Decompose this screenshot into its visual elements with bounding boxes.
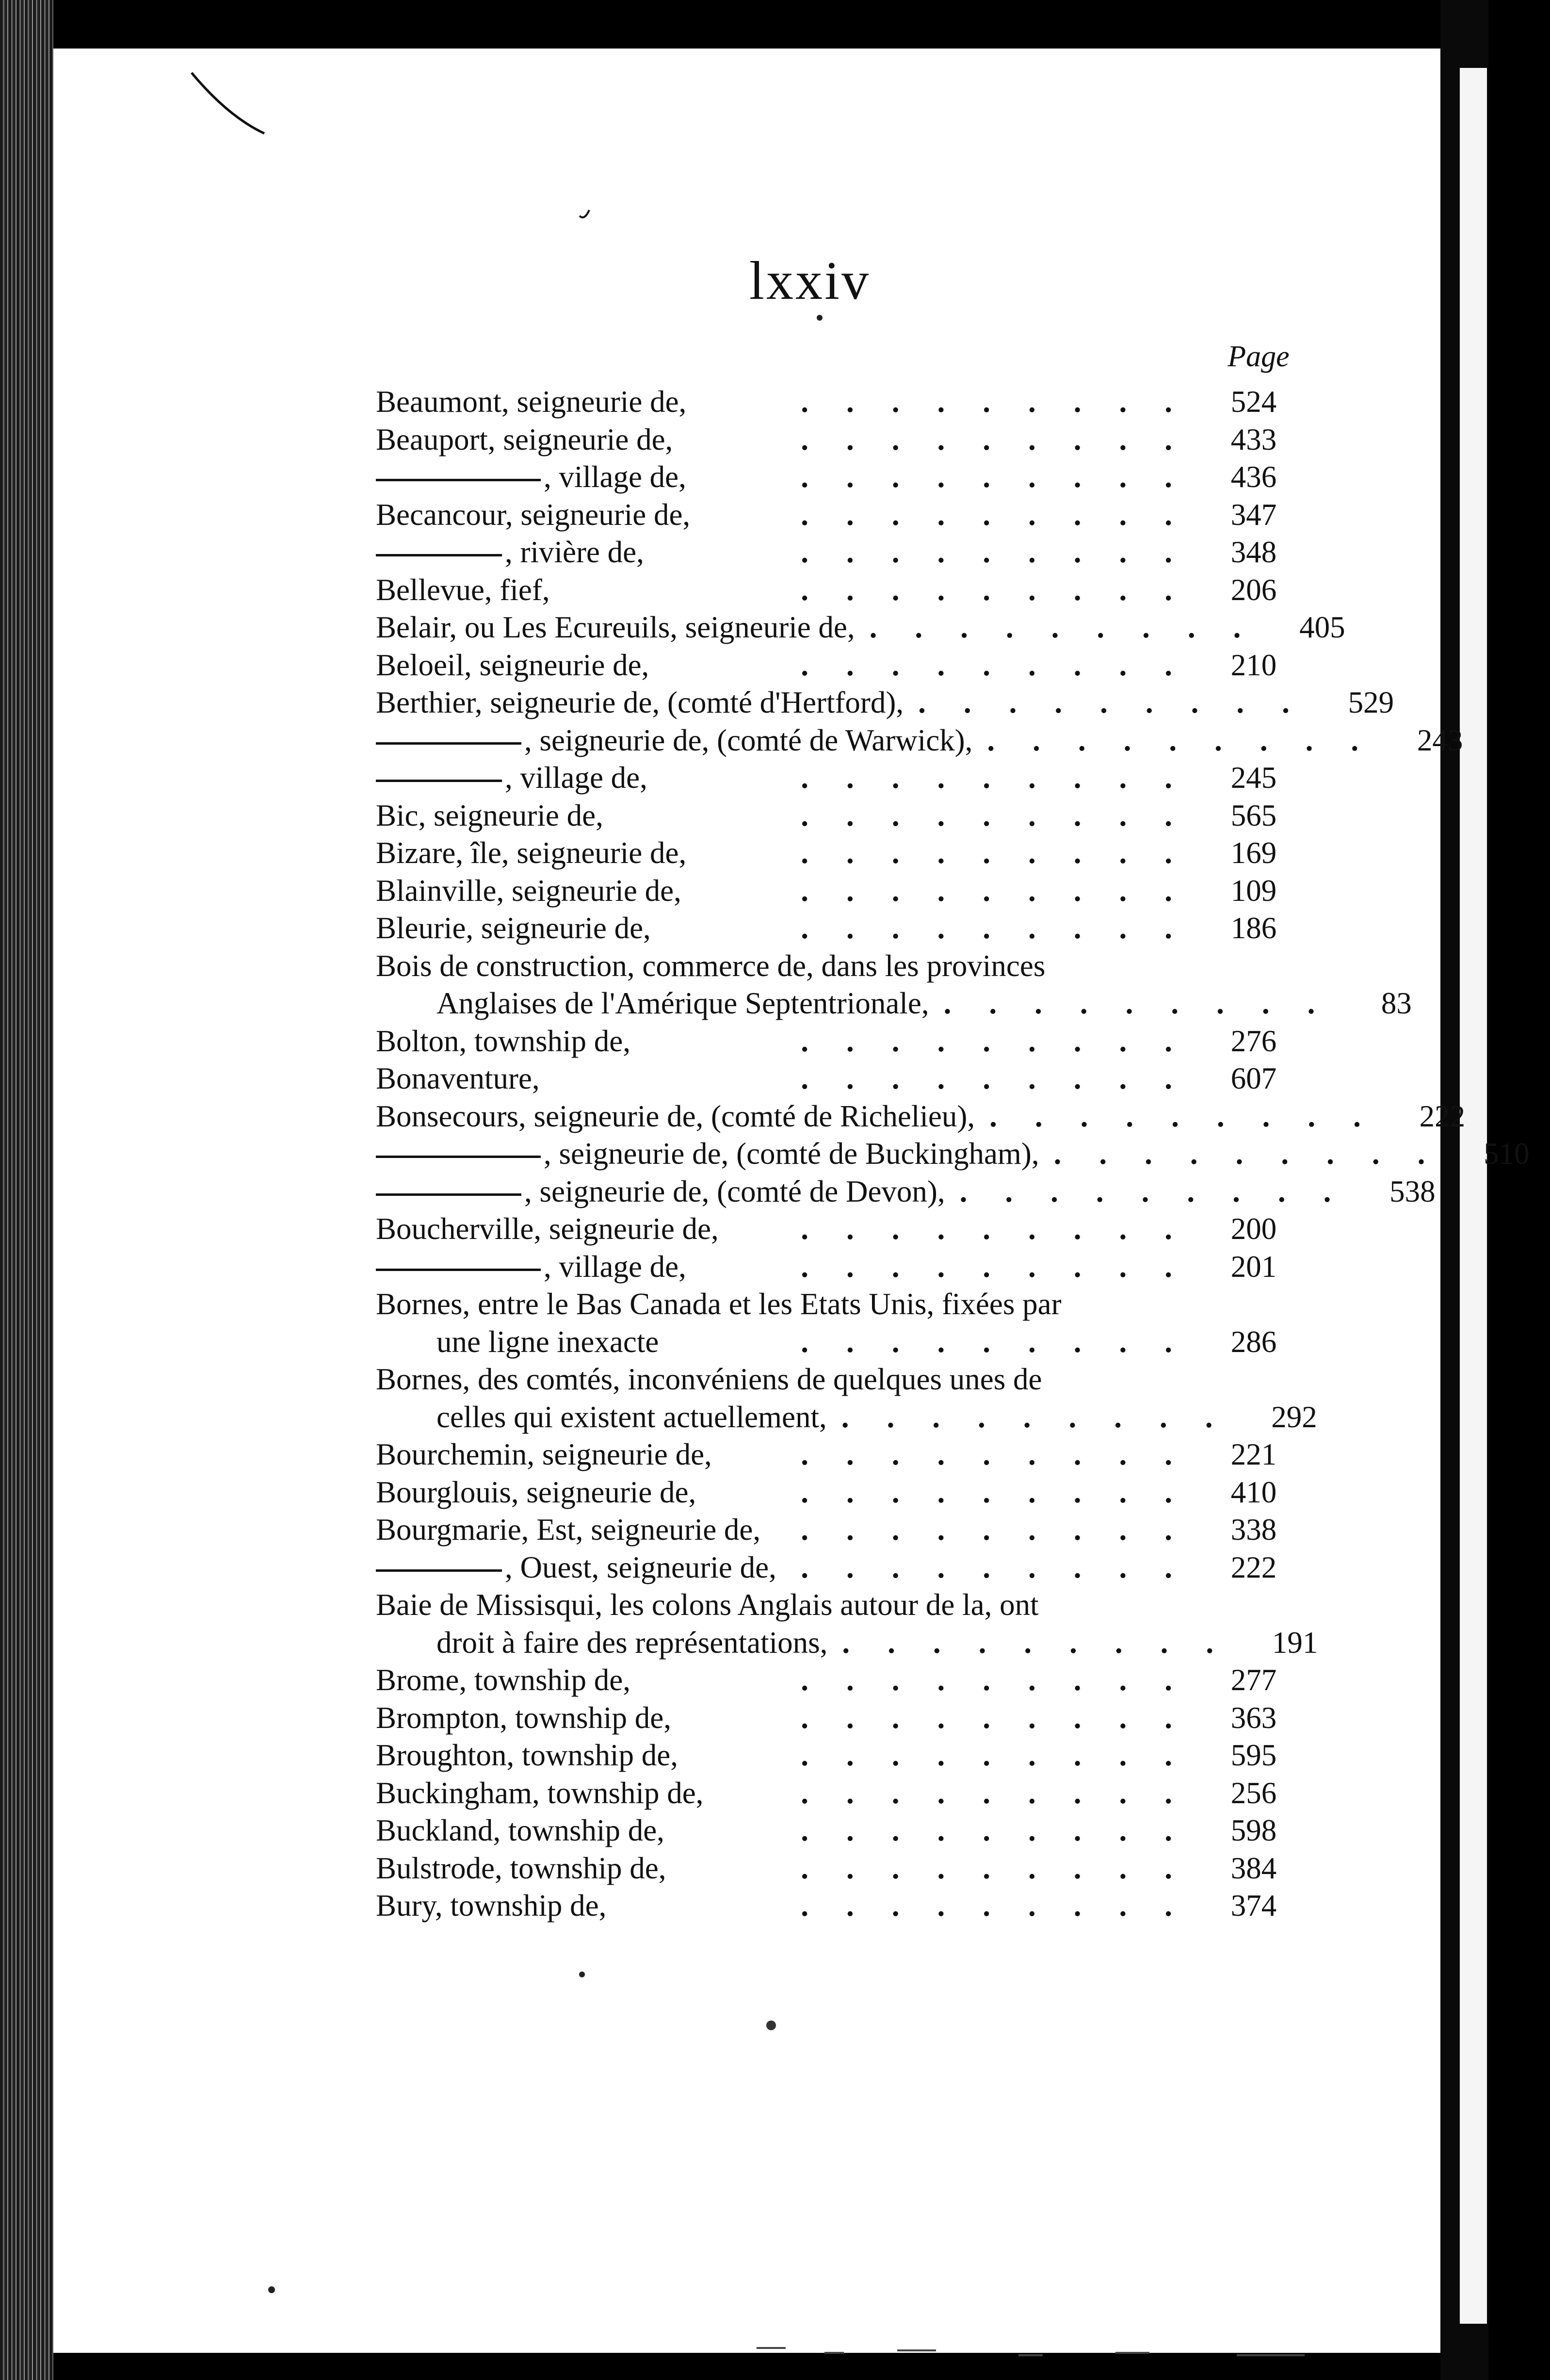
index-entry	[376, 1098, 1466, 1136]
entry-page-number: 243	[1417, 723, 1463, 757]
entry-text	[376, 1023, 630, 1060]
index-entry	[376, 722, 1463, 760]
entry-page-number: 276	[1230, 1024, 1277, 1058]
entry-text	[376, 1436, 712, 1474]
index-entry	[376, 797, 1297, 835]
page-header-numeral: lxxiv	[749, 251, 871, 311]
dot-leader: .........	[1053, 1137, 1463, 1171]
entry-text	[376, 609, 855, 647]
entry-label: Bourglouis, seigneurie de,	[376, 1475, 696, 1509]
entry-page-number: 595	[1230, 1738, 1277, 1772]
index-list	[376, 383, 1530, 1925]
index-entry	[376, 684, 1394, 722]
index-entry	[376, 1210, 1297, 1248]
entry-label: Bulstrode, township de,	[376, 1851, 666, 1885]
entry-label: Broughton, township de,	[376, 1738, 678, 1772]
dot-leader: .........	[801, 1813, 1210, 1847]
entry-text	[376, 1210, 719, 1248]
index-entry	[376, 1549, 1297, 1587]
dot-leader: .........	[801, 1700, 1210, 1735]
entry-page-number: 109	[1230, 873, 1277, 908]
ditto-dash	[376, 780, 502, 782]
entry-label: , village de,	[544, 1249, 686, 1284]
entry-label: Bolton, township de,	[376, 1024, 631, 1058]
index-entry	[376, 1060, 1297, 1098]
entry-text	[376, 1060, 540, 1098]
entry-text	[376, 872, 681, 910]
dot-leader: .........	[989, 1099, 1399, 1133]
dot-leader: .........	[801, 761, 1210, 795]
entry-page-number: 292	[1271, 1400, 1317, 1434]
entry-page-number: 524	[1230, 385, 1277, 419]
index-entry	[376, 1775, 1297, 1812]
dot-leader: .........	[943, 986, 1353, 1020]
entry-text	[376, 1812, 664, 1850]
index-entry	[376, 1323, 1297, 1361]
entry-text	[376, 684, 904, 722]
entry-page-number: 245	[1230, 761, 1277, 795]
dot-leader: .........	[801, 873, 1210, 908]
entry-label: , seigneurie de, (comté de Buckingham),	[544, 1137, 1039, 1171]
index-entry	[376, 1699, 1297, 1737]
entry-label: Bizare, île, seigneurie de,	[376, 836, 687, 870]
entry-label: , village de,	[505, 761, 647, 795]
index-entry	[376, 383, 1297, 421]
dot-leader: .........	[801, 1061, 1210, 1095]
dot-leader: .........	[801, 836, 1210, 870]
entry-text	[376, 421, 673, 459]
entry-page-number: 200	[1230, 1212, 1277, 1246]
entry-page-number: 186	[1230, 911, 1277, 945]
dot-leader: .........	[801, 385, 1210, 419]
entry-text	[376, 1775, 703, 1812]
entry-text	[376, 1286, 1062, 1323]
index-entry	[376, 1511, 1297, 1549]
entry-text	[376, 1737, 678, 1775]
index-entry	[376, 1662, 1297, 1699]
index-entry	[376, 1399, 1317, 1436]
entry-label: Anglaises de l'Amérique Septentrionale,	[436, 986, 929, 1020]
entry-text	[376, 722, 972, 760]
entry-page-number: 405	[1299, 610, 1345, 644]
entry-text	[376, 383, 686, 421]
entry-label: droit à faire des représentations,	[436, 1625, 828, 1660]
entry-label: Becancour, seigneurie de,	[376, 497, 691, 532]
dot-leader: .........	[842, 1625, 1252, 1660]
index-entry	[376, 1474, 1297, 1512]
ditto-dash	[376, 1193, 521, 1196]
index-entry	[376, 534, 1297, 571]
entry-text	[376, 834, 686, 872]
index-entry	[376, 834, 1297, 872]
dot-leader: .........	[918, 685, 1327, 719]
index-entry	[376, 985, 1412, 1023]
index-entry	[376, 1361, 1297, 1399]
entry-page-number: 565	[1230, 798, 1277, 832]
dot-leader: .........	[801, 1324, 1210, 1359]
index-entry	[376, 910, 1297, 947]
index-entry	[376, 1248, 1297, 1286]
index-entry	[376, 1887, 1297, 1925]
entry-text	[376, 1173, 945, 1211]
entry-page-number: 191	[1272, 1625, 1318, 1660]
entry-text	[376, 571, 550, 609]
dot-leader: .........	[801, 798, 1210, 832]
entry-text	[376, 985, 929, 1023]
entry-label: Bonaventure,	[376, 1061, 540, 1095]
entry-page-number: 410	[1230, 1475, 1277, 1509]
index-entry	[376, 458, 1297, 496]
entry-page-number: 286	[1230, 1324, 1277, 1359]
dot-leader: .........	[987, 723, 1397, 757]
entry-label: , Ouest, seigneurie de,	[505, 1550, 776, 1584]
dot-leader: .........	[801, 497, 1210, 532]
entry-label: Bury, township de,	[376, 1889, 607, 1923]
entry-label: Brompton, township de,	[376, 1700, 671, 1735]
dot-leader: .........	[801, 1776, 1210, 1810]
entry-page-number: 277	[1230, 1663, 1277, 1697]
entry-page-number: 347	[1230, 497, 1277, 532]
entry-page-number: 384	[1230, 1851, 1277, 1885]
entry-page-number: 510	[1484, 1137, 1530, 1171]
dot-leader: .........	[801, 911, 1210, 945]
entry-label: , village de,	[544, 460, 686, 494]
dot-leader: .........	[801, 1550, 1210, 1584]
entry-text	[376, 534, 644, 571]
entry-label: Bornes, des comtés, inconvéniens de quelques unes de	[376, 1362, 1042, 1396]
index-entry	[376, 1436, 1297, 1474]
entry-text	[376, 1098, 975, 1136]
ditto-dash	[376, 1269, 541, 1271]
dot-leader: .........	[801, 535, 1210, 569]
entry-page-number: 222	[1419, 1099, 1466, 1133]
entry-page-number: 206	[1230, 572, 1277, 607]
index-entry	[376, 1023, 1297, 1060]
entry-label: Boucherville, seigneurie de,	[376, 1212, 719, 1246]
entry-text	[376, 458, 686, 496]
entry-page-number: 338	[1230, 1513, 1277, 1547]
dot-leader: .........	[801, 460, 1210, 494]
entry-page-number: 374	[1230, 1889, 1277, 1923]
entry-page-number: 83	[1381, 986, 1412, 1020]
entry-page-number: 256	[1230, 1776, 1277, 1810]
entry-label: Beauport, seigneurie de,	[376, 422, 673, 456]
dot-leader: .........	[801, 422, 1210, 456]
dot-leader: .........	[801, 1851, 1210, 1885]
entry-label: Baie de Missisqui, les colons Anglais autour de la, ont	[376, 1588, 1039, 1622]
entry-label: Bonsecours, seigneurie de, (comté de Richelieu),	[376, 1099, 975, 1133]
entry-label: Bic, seigneurie de,	[376, 798, 603, 832]
entry-text	[376, 1474, 696, 1512]
entry-page-number: 538	[1389, 1174, 1436, 1208]
index-entry	[376, 1737, 1297, 1775]
entry-label: Brome, township de,	[376, 1663, 630, 1697]
index-entry	[376, 947, 1297, 985]
left-binding-edge	[0, 0, 53, 2380]
entry-page-number: 210	[1230, 648, 1277, 682]
page-column-label: Page	[1227, 340, 1290, 373]
entry-text	[376, 496, 690, 534]
index-entry	[376, 1812, 1297, 1850]
index-entry	[376, 571, 1297, 609]
entry-page-number: 529	[1348, 685, 1394, 719]
dot-leader: .........	[801, 1663, 1210, 1697]
entry-label: Bourgmarie, Est, seigneurie de,	[376, 1513, 761, 1547]
entry-page-number: 221	[1230, 1437, 1277, 1471]
entry-page-number: 201	[1230, 1249, 1277, 1284]
entry-text	[376, 1135, 1039, 1173]
entry-text	[376, 759, 647, 797]
index-entry	[376, 496, 1297, 534]
entry-page-number: 607	[1230, 1061, 1277, 1095]
dot-leader: .........	[801, 1024, 1210, 1058]
entry-label: Bornes, entre le Bas Canada et les Etats Unis, fixées par	[376, 1287, 1062, 1321]
entry-text	[376, 1399, 827, 1436]
entry-text	[376, 947, 1045, 985]
dot-leader: .........	[801, 648, 1210, 682]
index-entry	[376, 759, 1297, 797]
entry-text	[376, 1248, 686, 1286]
entry-text	[376, 797, 603, 835]
dot-leader: .........	[801, 1212, 1210, 1246]
entry-label: Buckland, township de,	[376, 1813, 664, 1847]
entry-label: Blainville, seigneurie de,	[376, 873, 681, 908]
dot-leader: .........	[801, 1249, 1210, 1284]
dot-leader: .........	[841, 1400, 1251, 1434]
entry-label: , seigneurie de, (comté de Warwick),	[524, 723, 973, 757]
entry-page-number: 436	[1230, 460, 1277, 494]
index-entry	[376, 1624, 1318, 1662]
index-entry	[376, 1135, 1530, 1173]
index-entry	[376, 647, 1297, 685]
dot-leader: .........	[801, 1475, 1210, 1509]
entry-label: Berthier, seigneurie de, (comté d'Hertford),	[376, 685, 904, 719]
entry-label: , seigneurie de, (comté de Devon),	[524, 1174, 945, 1208]
ditto-dash	[376, 742, 521, 745]
entry-page-number: 169	[1230, 836, 1277, 870]
entry-label: Bois de construction, commerce de, dans les provinces	[376, 948, 1046, 983]
index-entry	[376, 609, 1345, 647]
entry-text	[376, 910, 651, 947]
ditto-dash	[376, 1156, 541, 1158]
dot-leader: .........	[869, 610, 1279, 644]
index-entry	[376, 1286, 1297, 1323]
entry-text	[376, 1624, 827, 1662]
entry-label: Beloeil, seigneurie de,	[376, 648, 649, 682]
entry-label: Bourchemin, seigneurie de,	[376, 1437, 712, 1471]
entry-text	[376, 1850, 666, 1888]
entry-page-number: 363	[1230, 1700, 1277, 1735]
entry-text	[376, 1662, 630, 1699]
entry-text	[376, 1699, 671, 1737]
entry-label: , rivière de,	[505, 535, 644, 569]
entry-text	[376, 1586, 1039, 1624]
dot-leader: .........	[801, 1738, 1210, 1772]
entry-label: une ligne inexacte	[436, 1324, 659, 1359]
ditto-dash	[376, 554, 502, 556]
entry-label: Buckingham, township de,	[376, 1776, 704, 1810]
index-entry	[376, 421, 1297, 459]
entry-page-number: 222	[1230, 1550, 1277, 1584]
entry-page-number: 348	[1230, 535, 1277, 569]
index-entry	[376, 1850, 1297, 1888]
entry-label: celles qui existent actuellement,	[436, 1400, 827, 1434]
entry-text	[376, 1323, 659, 1361]
ditto-dash	[376, 479, 541, 481]
entry-page-number: 433	[1230, 422, 1277, 456]
dot-leader: .........	[959, 1174, 1369, 1208]
entry-label: Bleurie, seigneurie de,	[376, 911, 651, 945]
dot-leader: .........	[801, 1513, 1210, 1547]
entry-label: Bellevue, fief,	[376, 572, 550, 607]
index-entry	[376, 1173, 1436, 1211]
entry-text	[376, 1361, 1042, 1399]
entry-text	[376, 1549, 776, 1587]
entry-page-number: 598	[1230, 1813, 1277, 1847]
entry-text	[376, 1511, 760, 1549]
dot-leader: .........	[801, 572, 1210, 607]
dot-leader: .........	[801, 1437, 1210, 1471]
entry-text	[376, 647, 649, 685]
index-entry	[376, 872, 1297, 910]
entry-text	[376, 1887, 606, 1925]
dot-leader: .........	[801, 1889, 1210, 1923]
entry-label: Belair, ou Les Ecureuils, seigneurie de,	[376, 610, 855, 644]
ditto-dash	[376, 1569, 502, 1572]
index-entry	[376, 1586, 1297, 1624]
entry-label: Beaumont, seigneurie de,	[376, 385, 687, 419]
